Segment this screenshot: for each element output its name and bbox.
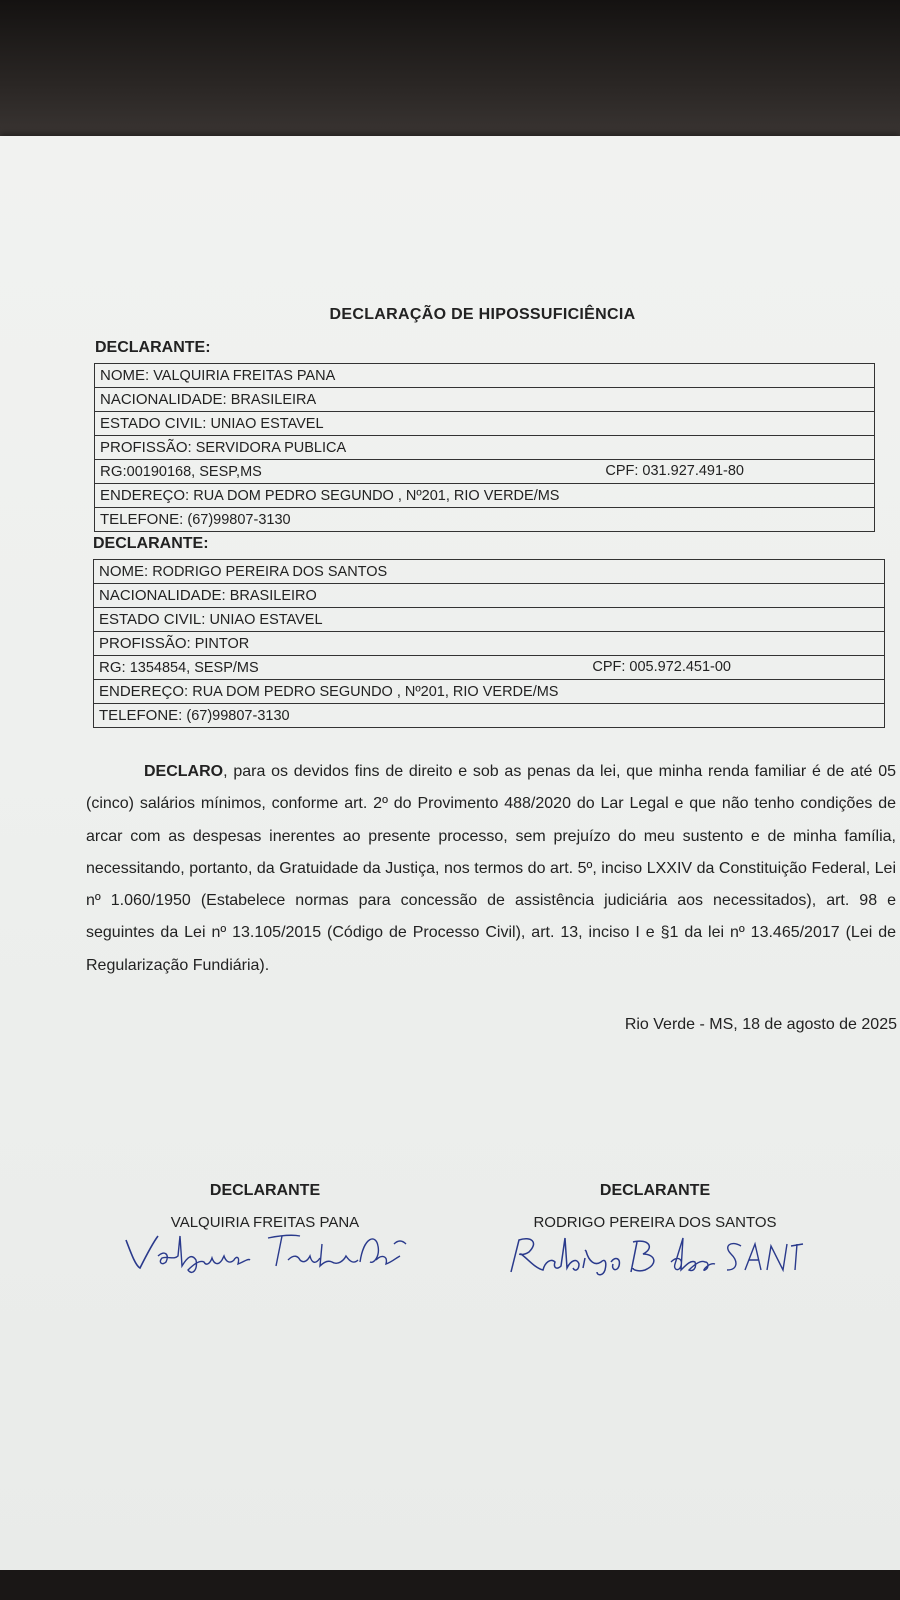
profissao-value: PINTOR (194, 636, 250, 652)
table-row (94, 584, 885, 608)
document-title: DECLARAÇÃO DE HIPOSSUFICIÊNCIA (329, 306, 636, 323)
estado-civil-value: UNIAO ESTAVEL (209, 612, 323, 628)
field-label: CPF: (605, 463, 639, 479)
table-row (95, 388, 875, 412)
declaration-lead: DECLARO (144, 763, 224, 780)
field-label: NOME: (100, 367, 150, 384)
field-label: ENDEREÇO: (99, 683, 189, 700)
field-label: TELEFONE: (99, 707, 183, 724)
estado-civil-value: UNIAO ESTAVEL (210, 416, 324, 432)
declaration-paragraph (86, 756, 896, 982)
declarant-2-table (93, 559, 885, 728)
background-bottom (0, 1570, 900, 1600)
field-label: PROFISSÃO: (100, 439, 192, 456)
profissao-value: SERVIDORA PUBLICA (195, 440, 347, 456)
telefone-value: (67)99807-3130 (187, 512, 291, 528)
table-row (94, 608, 885, 632)
cpf-field (592, 659, 879, 675)
nacionalidade-value: BRASILEIRA (230, 392, 317, 408)
field-label: NOME: (99, 563, 149, 580)
cpf-value: 005.972.451-00 (629, 659, 731, 675)
signature-1-handwritten (118, 1226, 408, 1278)
table-row (94, 632, 885, 656)
nome-value: RODRIGO PEREIRA DOS SANTOS (152, 564, 388, 580)
telefone-value: (67)99807-3130 (186, 708, 290, 724)
signature-2-handwritten (505, 1232, 805, 1278)
signature-1-name: VALQUIRIA FREITAS PANA (170, 1214, 360, 1231)
field-label: RG: (99, 659, 126, 676)
endereco-value: RUA DOM PEDRO SEGUNDO , Nº201, RIO VERDE/MS (192, 684, 559, 700)
signature-2-name: RODRIGO PEREIRA DOS SANTOS (533, 1214, 777, 1231)
field-label: CPF: (592, 659, 626, 675)
declaration-body: , para os devidos fins de direito e sob as penas da lei, que minha renda familiar é de até 05 (cinco) salários mínimos, conforme art. 2º do Provimento 488/2020 do Lar Legal e que não tenho condições de arcar com as despesas inerentes ao presente processo, sem prejuízo do meu sustento e de minha família, necessitando, portanto, da Gratuidade da Justiça, nos termos do art. 5º, inciso LXXIV da Constituição Federal, Lei nº 1.060/1950 (Estabelece normas para concessão de assistência judiciária aos necessitados), art. 98 e seguintes da Lei nº 13.105/2015 (Código de Processo Civil), art. 13, inciso I e §1 da lei nº 13.465/2017 (Lei de Regularização Fundiária). (86, 763, 896, 974)
declarant-1-label: DECLARANTE: (95, 339, 211, 356)
cpf-value: 031.927.491-80 (642, 463, 744, 479)
signature-2-label: DECLARANTE (599, 1182, 711, 1199)
table-row (95, 508, 875, 532)
field-label: NACIONALIDADE: (100, 391, 227, 408)
background-top (0, 0, 900, 140)
field-label: ENDEREÇO: (100, 487, 190, 504)
field-label: ESTADO CIVIL: (99, 611, 206, 628)
signature-1-label: DECLARANTE (209, 1182, 321, 1199)
declarant-2-label: DECLARANTE: (93, 535, 209, 552)
table-row (94, 680, 885, 704)
field-label: NACIONALIDADE: (99, 587, 226, 604)
table-row (94, 656, 885, 680)
rg-value: 1354854, SESP/MS (129, 660, 259, 676)
field-label: PROFISSÃO: (99, 635, 191, 652)
date-line: Rio Verde - MS, 18 de agosto de 2025 (624, 1016, 897, 1033)
nome-value: VALQUIRIA FREITAS PANA (153, 368, 336, 384)
field-label: TELEFONE: (100, 511, 184, 528)
cpf-field (605, 463, 869, 479)
field-label: RG: (100, 463, 127, 480)
table-row (94, 704, 885, 728)
nacionalidade-value: BRASILEIRO (229, 588, 317, 604)
declarant-1-table (94, 363, 875, 532)
table-row (95, 412, 875, 436)
table-row (95, 484, 875, 508)
table-row (94, 560, 885, 584)
field-label: ESTADO CIVIL: (100, 415, 207, 432)
table-row (95, 436, 875, 460)
endereco-value: RUA DOM PEDRO SEGUNDO , Nº201, RIO VERDE/MS (193, 488, 560, 504)
table-row (95, 364, 875, 388)
table-row (95, 460, 875, 484)
rg-value: 00190168, SESP,MS (126, 464, 262, 480)
